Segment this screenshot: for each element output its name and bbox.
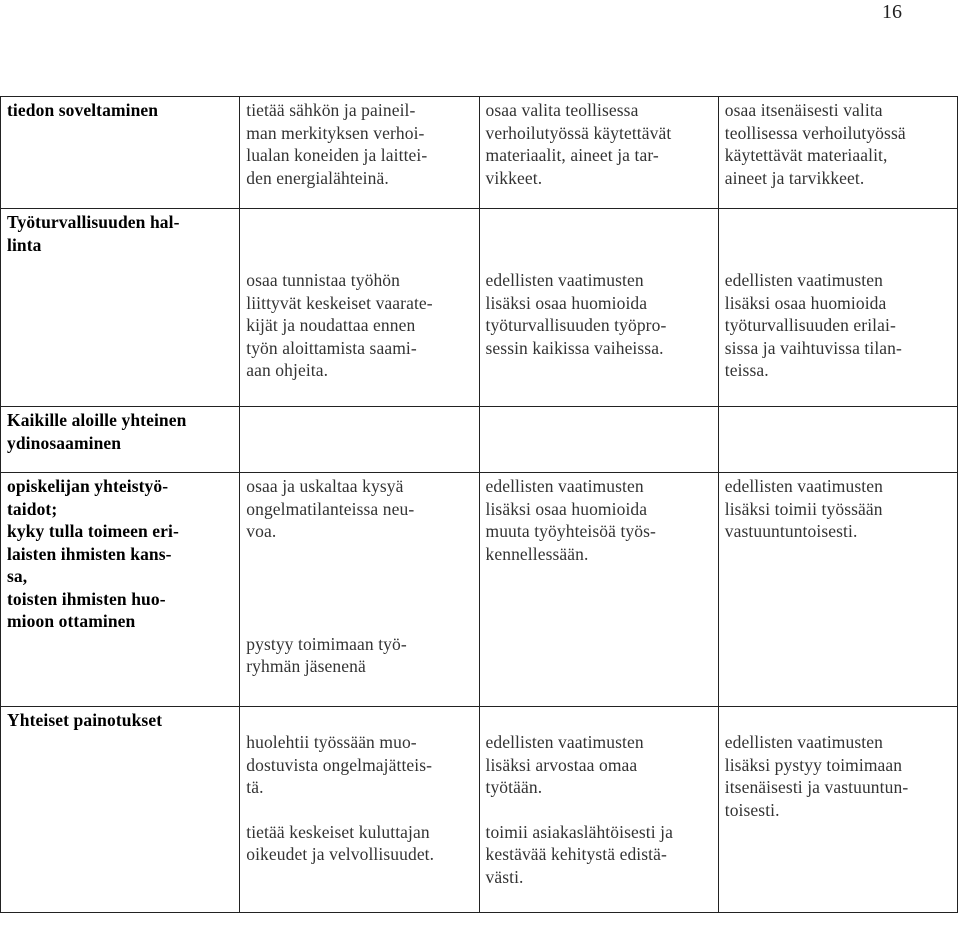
cell-text: osaa ja uskaltaa kysyä ongelmatilanteissa neu- voa. (246, 476, 415, 541)
cell-painotukset-c1 (240, 707, 479, 913)
cell-text: edellisten vaatimusten lisäksi pystyy toimimaan itsenäisesti ja vastuuntun- toisesti. (724, 732, 909, 820)
row-label-text: tiedon soveltaminen (7, 100, 159, 120)
cell-text: edellisten vaatimusten lisäksi toimii työssään vastuuntuntoisesti. (724, 476, 883, 541)
cell-tyoturvallisuus-c3 (718, 209, 957, 407)
cell-text: osaa tunnistaa työhön liittyvät keskeiset vaarate- kijät ja noudattaa ennen työn aloittamista saami- aan ohjeita. (246, 270, 433, 380)
cell-tyoturvallisuus-c1 (240, 209, 479, 407)
cell-ydinosaaminen-c1 (240, 407, 479, 473)
cell-painotukset-c3 (718, 707, 957, 913)
row-label-text: Kaikille aloille yhteinen ydinosaaminen (7, 410, 187, 453)
row-label-text: Työturvallisuuden hal- linta (7, 212, 180, 255)
cell-text: tietää sähkön ja paineil- man merkityksen verhoi- lualan koneiden ja laittei- den energialähteinä. (246, 100, 428, 188)
row-label-text: opiskelijan yhteistyö- taidot; kyky tulla toimeen eri- laisten ihmisten kans- sa, toisten ihmisten huo- mioon ottaminen (7, 476, 179, 631)
row-label-painotukset (1, 707, 240, 913)
row-label-ydinosaaminen (1, 407, 240, 473)
row-label-text: Yhteiset painotukset (7, 710, 163, 730)
row-label-tyoturvallisuus (1, 209, 240, 407)
row-label-yhteistyo (1, 473, 240, 707)
cell-text: tietää keskeiset kuluttajan oikeudet ja velvollisuudet. (246, 821, 435, 864)
cell-text: osaa valita teollisessa verhoilutyössä käytettävät materiaalit, aineet ja tar- vikkeet. (485, 100, 672, 188)
table-row-tyoturvallisuus (1, 209, 958, 407)
page-number: 16 (882, 1, 902, 23)
cell-soveltaminen-c1 (240, 97, 479, 209)
cell-soveltaminen-c3 (718, 97, 957, 209)
cell-text: edellisten vaatimusten lisäksi arvostaa omaa työtään. (485, 732, 644, 797)
cell-text: edellisten vaatimusten lisäksi osaa huomioida muuta työyhteisöä työs- kennellessään. (485, 476, 656, 564)
table-row-ydinosaaminen (1, 407, 958, 473)
table-row-painotukset (1, 707, 958, 913)
cell-text: edellisten vaatimusten lisäksi osaa huomioida työturvallisuuden työpro- sessin kaikissa vaiheissa. (485, 270, 667, 358)
cell-ydinosaaminen-c3 (718, 407, 957, 473)
cell-ydinosaaminen-c2 (479, 407, 718, 473)
cell-yhteistyo-c2 (479, 473, 718, 707)
cell-text: edellisten vaatimusten lisäksi osaa huomioida työturvallisuuden erilai- sissa ja vaihtuvissa tilan- teissa. (724, 270, 902, 380)
cell-tyoturvallisuus-c2 (479, 209, 718, 407)
cell-text: toimii asiakaslähtöisesti ja kestävää kehitystä edistä- västi. (485, 821, 673, 887)
cell-soveltaminen-c2 (479, 97, 718, 209)
cell-text: osaa itsenäisesti valita teollisessa verhoilutyössä käytettävät materiaalit, aineet ja tarvikkeet. (724, 100, 906, 188)
row-label-soveltaminen (1, 97, 240, 209)
assessment-table (0, 96, 958, 913)
cell-painotukset-c2 (479, 707, 718, 913)
table-row-yhteistyo (1, 473, 958, 707)
cell-text: huolehtii työssään muo- dostuvista ongelmajätteis- tä. (246, 732, 433, 797)
cell-text: pystyy toimimaan työ- ryhmän jäsenenä (246, 633, 407, 676)
cell-yhteistyo-c1 (240, 473, 479, 707)
cell-yhteistyo-c3 (718, 473, 957, 707)
table-row-soveltaminen (1, 97, 958, 209)
